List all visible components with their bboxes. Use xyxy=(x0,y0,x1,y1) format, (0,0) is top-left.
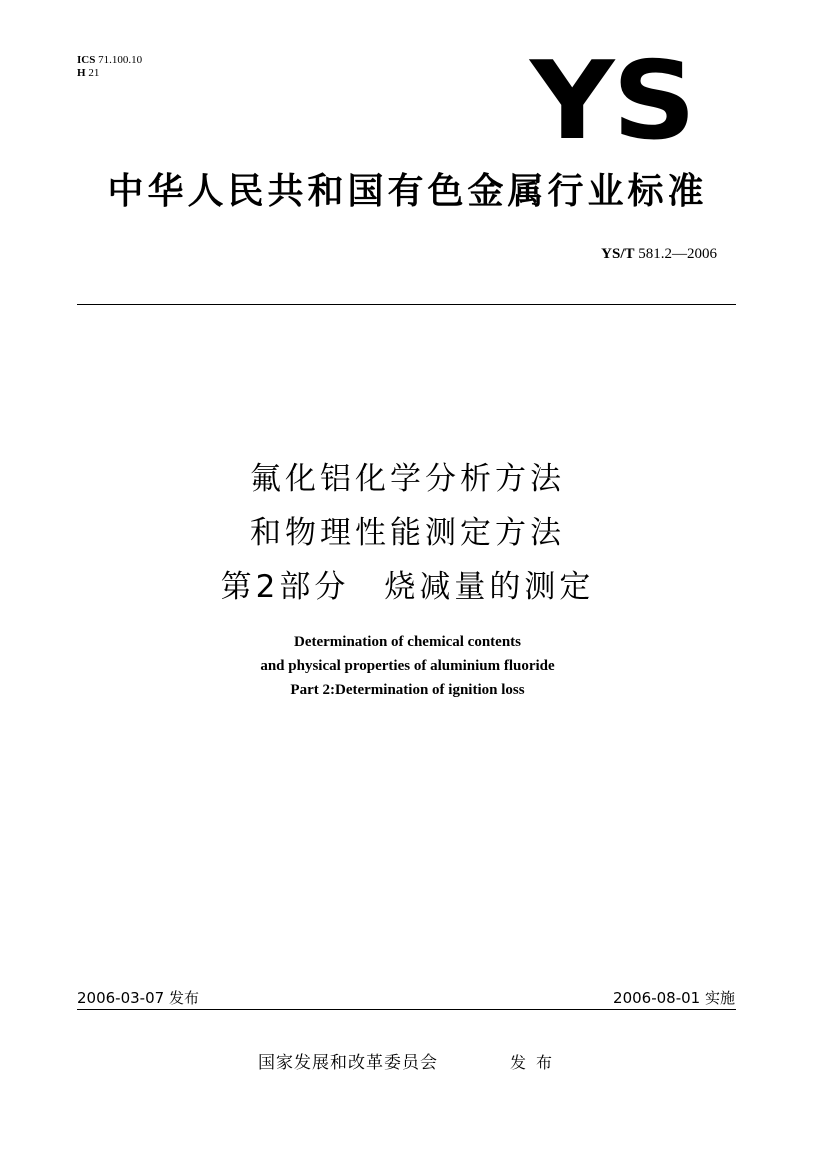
chinese-title-line-1: 氟化铝化学分析方法 xyxy=(250,461,565,497)
standard-number xyxy=(601,246,717,263)
ics-label: ICS xyxy=(77,54,96,66)
english-title-line-3: Part 2:Determination of ignition loss xyxy=(290,682,525,698)
english-title-line-1: Determination of chemical contents xyxy=(293,634,522,650)
issue-date: 2006-03-07 发布 xyxy=(77,989,199,1007)
ccs-number: 21 xyxy=(88,67,100,79)
implementation-date: 2006-08-01 实施 xyxy=(613,989,735,1007)
header-divider xyxy=(77,304,736,305)
issue-label: 发布 xyxy=(510,1053,563,1072)
chinese-title-line-3: 第2部分 烧减量的测定 xyxy=(220,569,595,605)
chinese-title-line-2: 和物理性能测定方法 xyxy=(250,515,565,551)
classification-codes xyxy=(77,54,142,80)
english-title xyxy=(0,630,815,702)
ccs-label: H xyxy=(77,67,86,79)
footer-divider xyxy=(77,1009,736,1010)
ys-logo: YS xyxy=(530,39,695,164)
ics-number: 71.100.10 xyxy=(98,54,143,66)
english-title-line-2: and physical properties of aluminium fluoride xyxy=(260,658,555,674)
standard-code: YS/T xyxy=(601,246,635,262)
issuing-authority: 国家发展和改革委员会 xyxy=(258,1053,438,1073)
ics-code xyxy=(77,54,142,67)
ccs-code xyxy=(77,67,142,80)
industry-standard-title: 中华人民共和国有色金属行业标准 xyxy=(107,171,708,212)
chinese-title xyxy=(0,452,815,614)
standard-number-value: 581.2—2006 xyxy=(638,246,717,262)
